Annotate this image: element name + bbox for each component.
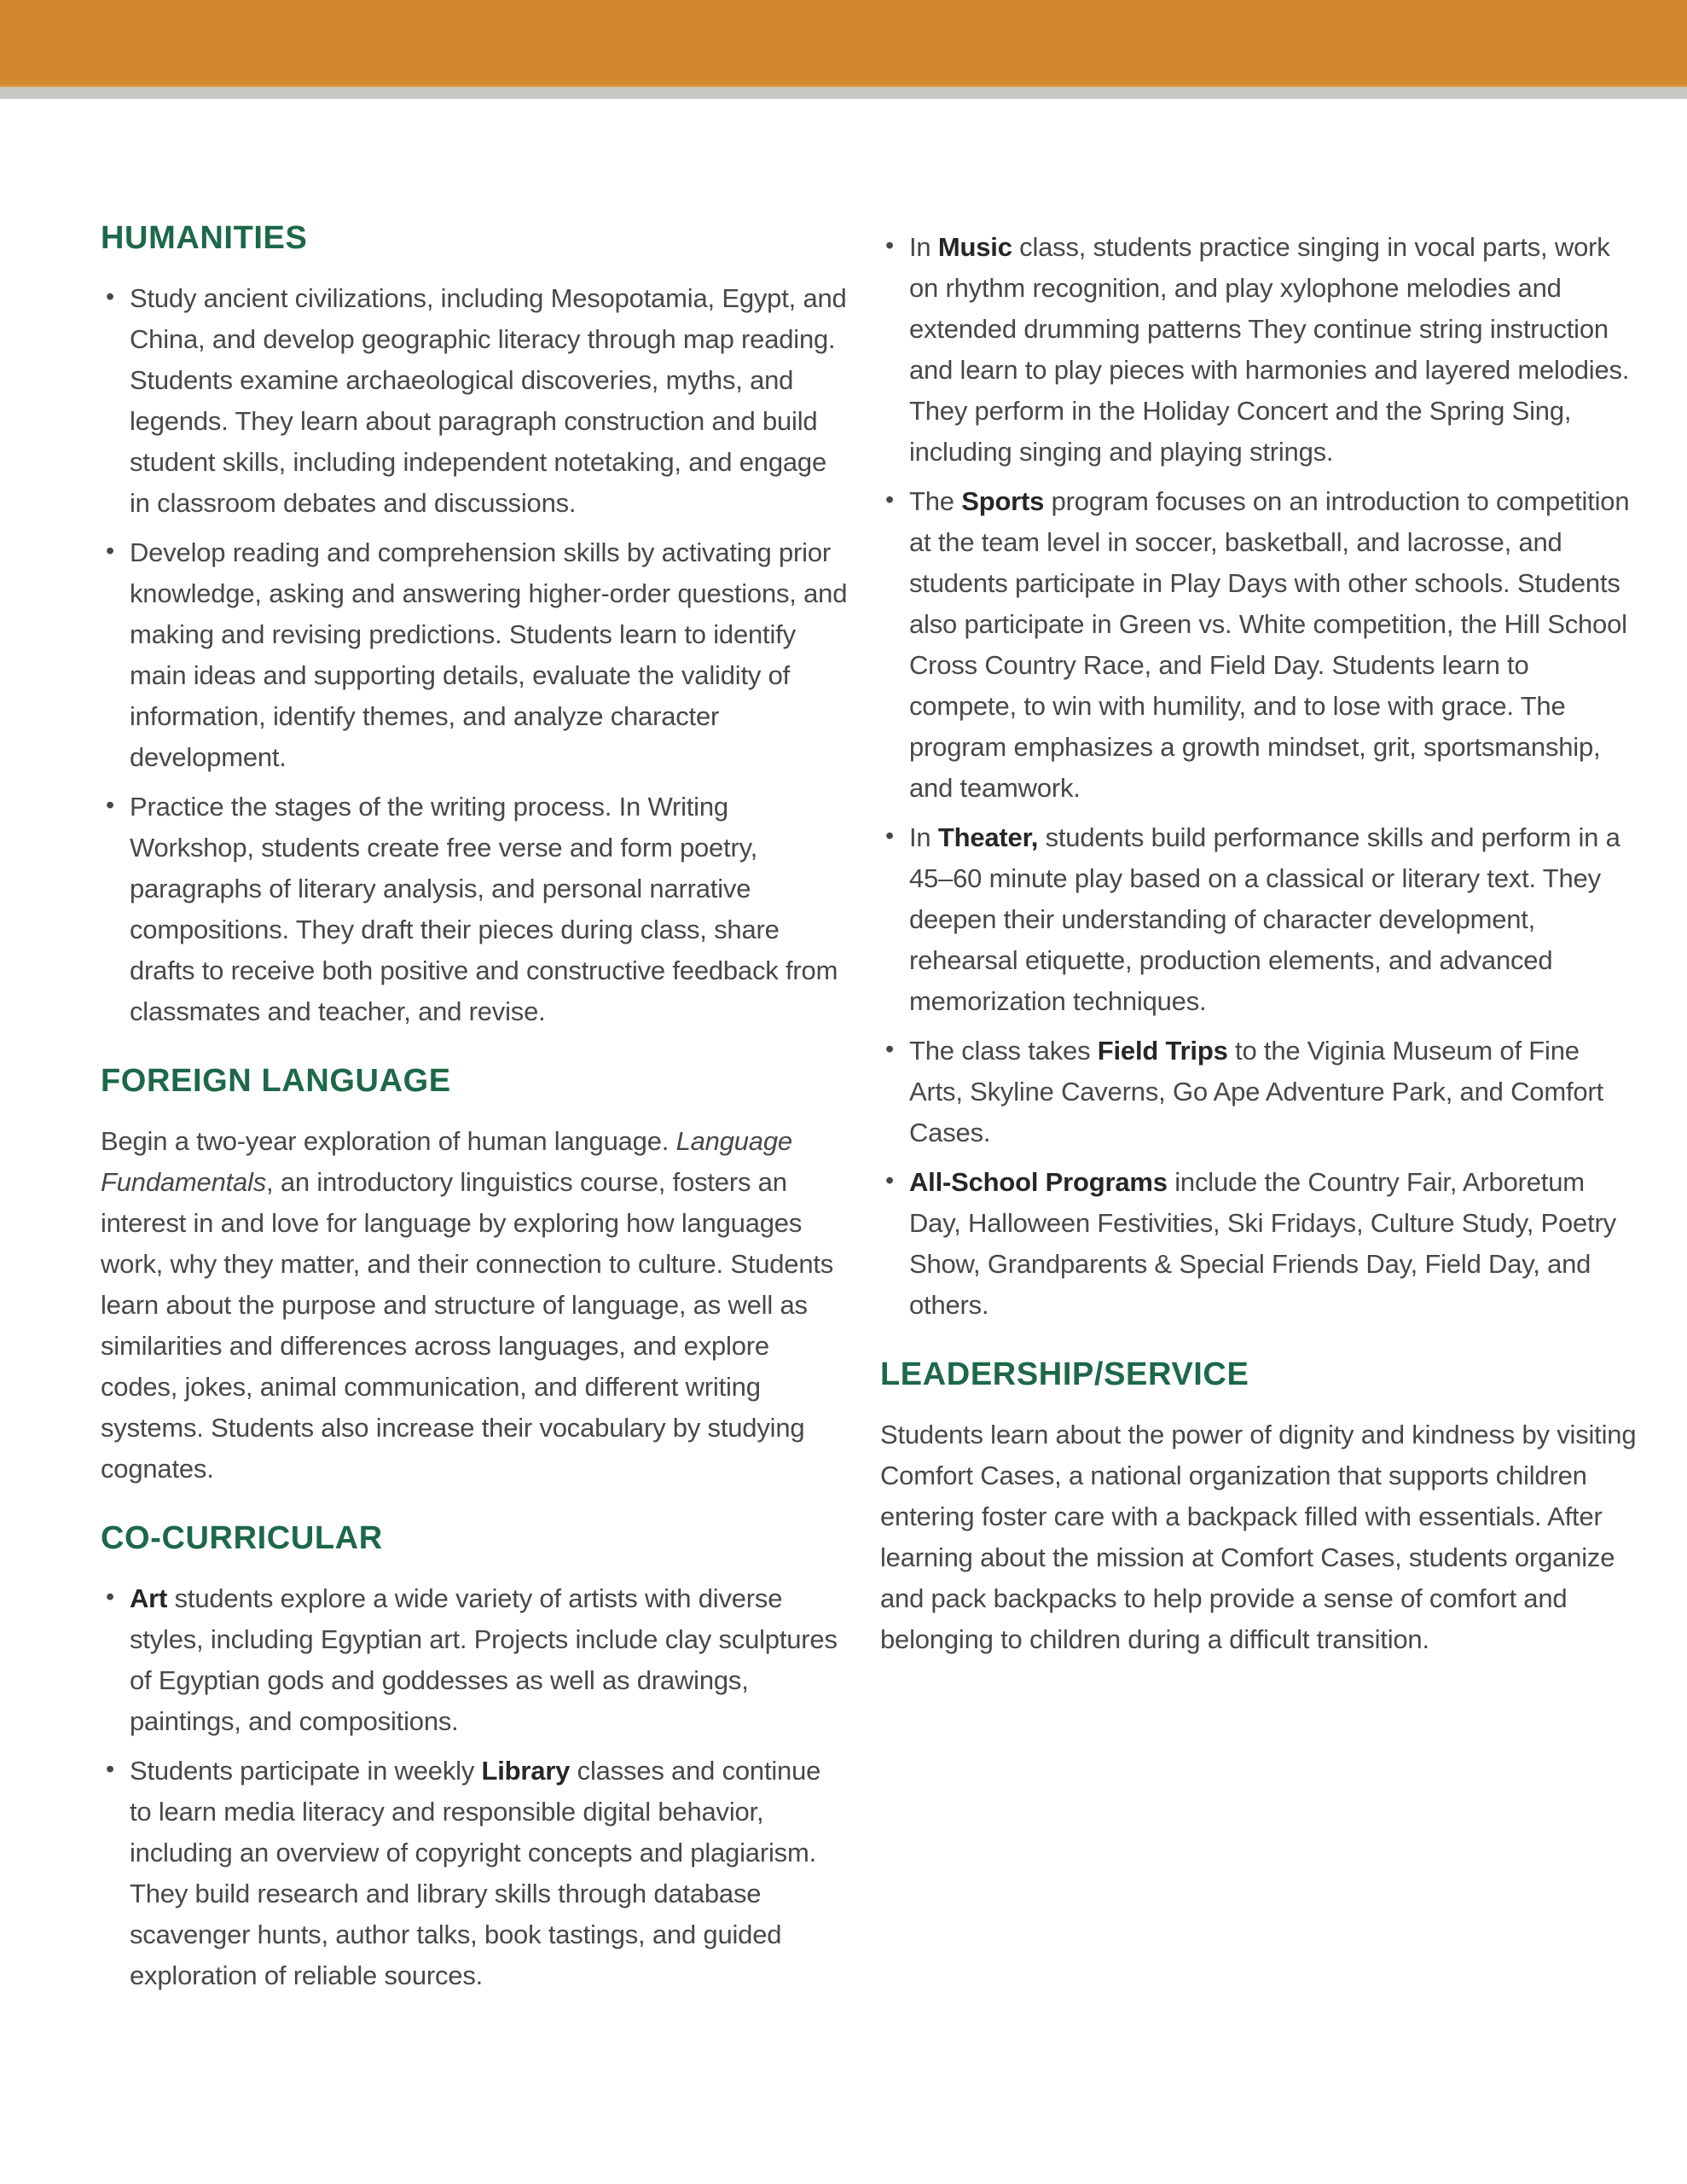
bullet-text (130, 537, 847, 772)
bullet-item (101, 532, 849, 778)
bullet-item (880, 817, 1638, 1022)
text-run: classes and continue to learn media literacy and responsible digital behavior, including an overview of copyright concepts and plagiarism. They build research and library skills through database scavenger hunts, author talks, book tastings, and guided exploration of reliable sources. (130, 1756, 821, 1990)
text-run: Music (937, 232, 1012, 262)
section-heading: FOREIGN LANGUAGE (101, 1063, 451, 1099)
text-run: In (909, 232, 938, 262)
bullet-list (101, 1578, 849, 1996)
bullet-marker: • (106, 283, 114, 311)
bullet-list (880, 227, 1638, 1326)
text-run: students build performance skills and perform in a 45–60 minute play based on a classical or literary text. They deepen their understanding of character development, rehearsal etiquette, production elements, and advanced memorization techniques. (909, 822, 1620, 1016)
bullet-text (909, 232, 1629, 467)
text-run: In (909, 822, 938, 852)
bullet-marker: • (106, 1756, 114, 1783)
bullet-item (101, 1578, 849, 1742)
text-run: Sports (961, 486, 1045, 516)
section-heading: LEADERSHIP/SERVICE (880, 1356, 1249, 1392)
bullet-text (130, 283, 847, 518)
bullet-marker: • (106, 792, 114, 819)
text-run: Art (130, 1583, 168, 1613)
column-right (880, 220, 1638, 1669)
bullet-item (880, 1162, 1638, 1326)
text-run: All-School Programs (909, 1167, 1168, 1197)
text-run: Students participate in weekly (130, 1756, 482, 1786)
bullet-text (909, 486, 1629, 803)
text-run: Begin a two-year exploration of human language. (101, 1126, 676, 1156)
bullet-item (101, 1751, 849, 1996)
bullet-item (101, 787, 849, 1032)
text-run: program focuses on an introduction to competition at the team level in soccer, basketball, and lacrosse, and students participate in Play Days with other schools. Students also participate in Green vs. White competition, the Hill School Cross Country Race, and Field Day. Students learn to compete, to win with humility, and to lose with grace. The program emphasizes a growth mindset, grit, sportsmanship, and teamwork. (909, 486, 1630, 803)
text-run: class, students practice singing in vocal parts, work on rhythm recognition, and play xylophone melodies and extended drumming patterns They continue string instruction and learn to play pieces with harmonies and layered melodies. They perform in the Holiday Concert and the Spring Sing, including singing and playing strings. (909, 232, 1630, 467)
section-heading: CO-CURRICULAR (101, 1520, 383, 1556)
bullet-item (880, 1031, 1638, 1153)
paragraph (880, 1414, 1638, 1660)
bullet-text (130, 792, 838, 1026)
section-heading: HUMANITIES (101, 220, 308, 256)
text-run: Develop reading and comprehension skills by activating prior knowledge, asking and answering higher-order questions, and making and revising predictions. Students learn to identify main ideas and supporting details, evaluate the validity of information, identify themes, and analyze character development. (130, 537, 848, 772)
bullet-marker: • (106, 537, 114, 565)
text-run: students explore a wide variety of artists with diverse styles, including Egyptian art. Projects include clay sculptures of Egyptian gods and goddesses as well as drawings, paintings, and compositions. (130, 1583, 838, 1736)
bullet-marker: • (885, 822, 894, 850)
bullet-item (101, 278, 849, 524)
header-color-bar (0, 0, 1687, 87)
text-run: to the Viginia Museum of Fine Arts, Skyline Caverns, Go Ape Adventure Park, and Comfort Cases. (909, 1036, 1603, 1147)
text-run: Language Fundamentals (101, 1126, 792, 1197)
text-run: include the Country Fair, Arboretum Day, Halloween Festivities, Ski Fridays, Culture Study, Poetry Show, Grandparents & Special Friends Day, Field Day, and others. (909, 1167, 1616, 1320)
text-run: Study ancient civilizations, including Mesopotamia, Egypt, and China, and develop geographic literacy through map reading. Students examine archaeological discoveries, myths, and legends. They learn about paragraph construction and build student skills, including independent notetaking, and engage in classroom debates and discussions. (130, 283, 847, 518)
bullet-marker: • (885, 486, 894, 514)
text-run: Theater, (937, 822, 1039, 852)
column-left (101, 220, 849, 2005)
text-run: Students learn about the power of dignity and kindness by visiting Comfort Cases, a national organization that supports children entering foster care with a backpack filled with essentials. After learning about the mission at Comfort Cases, students organize and pack backpacks to help provide a sense of comfort and belonging to children during a difficult transition. (880, 1420, 1637, 1654)
bullet-text (909, 1167, 1616, 1320)
text-run: Library (481, 1756, 571, 1786)
bullet-item (880, 227, 1638, 473)
text-run: The class takes (909, 1036, 1098, 1066)
bullet-marker: • (885, 232, 894, 259)
header-gray-strip (0, 87, 1687, 99)
text-run: Field Trips (1097, 1036, 1228, 1066)
text-run: The (909, 486, 962, 516)
text-run: , an introductory linguistics course, fosters an interest in and love for language by exploring how languages work, why they matter, and their connection to culture. Students learn about the purpose and structure of language, as well as similarities and differences across languages, and explore codes, jokes, animal communication, and different writing systems. Students also increase their vocabulary by studying cognates. (101, 1167, 834, 1484)
bullet-text (130, 1756, 820, 1990)
text-run: Practice the stages of the writing process. In Writing Workshop, students create free verse and form poetry, paragraphs of literary analysis, and personal narrative compositions. They draft their pieces during class, share drafts to receive both positive and constructive feedback from classmates and teacher, and revise. (130, 792, 838, 1026)
bullet-marker: • (106, 1583, 114, 1611)
bullet-list (101, 278, 849, 1032)
bullet-marker: • (885, 1036, 894, 1063)
bullet-item (880, 481, 1638, 809)
bullet-text (909, 822, 1620, 1016)
bullet-marker: • (885, 1167, 894, 1194)
paragraph (101, 1121, 849, 1490)
bullet-text (130, 1583, 838, 1736)
bullet-text (909, 1036, 1603, 1147)
